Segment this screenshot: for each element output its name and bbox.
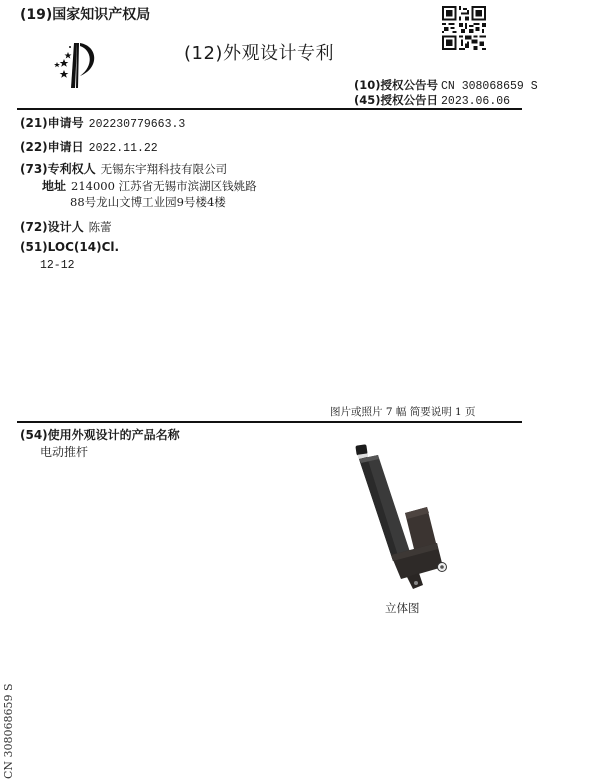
figure-caption: 立体图	[385, 601, 420, 615]
publication-number	[354, 77, 538, 93]
pictures-summary: 图片或照片 7 幅 简要说明 1 页	[330, 406, 476, 418]
loc-class-value: 12-12	[40, 259, 75, 272]
filing-date-field	[20, 138, 158, 155]
section-divider	[17, 421, 522, 423]
product-name-field	[20, 426, 180, 443]
publication-number-value: CN 308068659 S	[441, 80, 538, 93]
designer-value: 陈蕾	[88, 220, 112, 234]
publication-number-label: (10)授权公告号	[354, 78, 439, 92]
address-field	[42, 177, 257, 194]
filing-date-value: 2022.11.22	[88, 142, 158, 155]
designer-field	[20, 218, 112, 235]
application-number-label: (21)申请号	[20, 116, 84, 130]
publication-date-value: 2023.06.06	[441, 95, 511, 108]
loc-class-label: (51)LOC(14)Cl.	[20, 240, 120, 254]
product-name-value: 电动推杆	[40, 445, 89, 459]
filing-date-label: (22)申请日	[20, 140, 84, 154]
publication-date	[354, 92, 510, 108]
product-name-label: (54)使用外观设计的产品名称	[20, 428, 180, 442]
qr-code-icon	[442, 6, 486, 50]
electric-actuator-image	[345, 443, 465, 593]
patentee-value: 无锡东宇翔科技有限公司	[100, 162, 228, 176]
application-number-value: 202230779663.3	[88, 118, 186, 131]
application-number-field	[20, 114, 185, 131]
publication-date-label: (45)授权公告日	[354, 93, 439, 107]
side-publication-number: CN 308068659 S	[2, 683, 15, 779]
loc-class-field	[20, 240, 119, 254]
address-line1: 214000 江苏省无锡市滨湖区钱姚路	[71, 179, 257, 193]
address-line2: 88号龙山文博工业园9号楼4楼	[70, 195, 226, 209]
patentee-field	[20, 160, 227, 177]
document-title: (12)外观设计专利	[184, 43, 334, 64]
address-label: 地址	[42, 179, 67, 193]
header-divider	[17, 108, 522, 110]
issuing-office: (19)国家知识产权局	[20, 7, 151, 23]
patentee-label: (73)专利权人	[20, 162, 96, 176]
designer-label: (72)设计人	[20, 220, 84, 234]
cnipa-logo-icon	[46, 38, 102, 90]
